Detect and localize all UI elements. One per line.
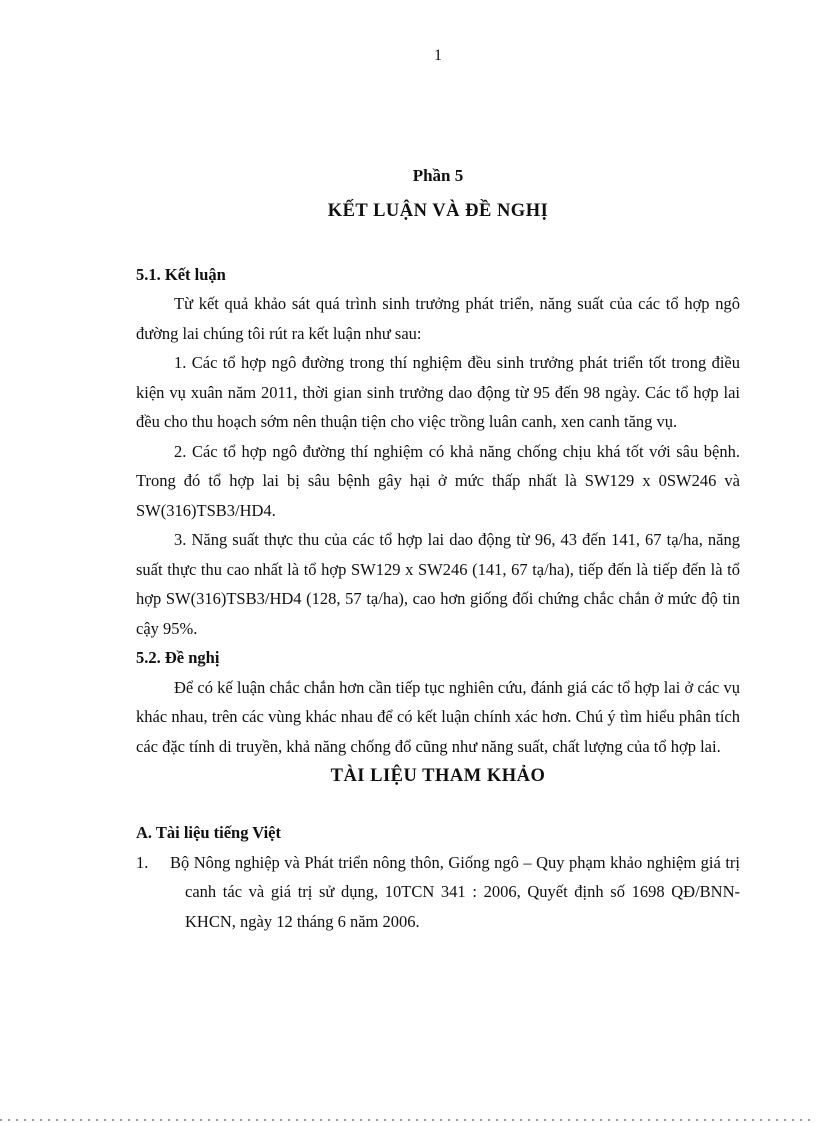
section-5-2-paragraph: Để có kế luận chắc chắn hơn cần tiếp tục nghiên cứu, đánh giá các tổ hợp lai ở các vụ khác nhau, trên các vùng khác nhau để có kết luận chính xác hơn. Chú ý tìm hiểu phân tích các đặc tính di truyền, khả năng chống đổ cũng như năng suất, chất lượng của tổ hợp lai.: [136, 677, 740, 756]
section-5-1-heading: 5.1. Kết luận: [136, 264, 226, 284]
part-label: Phần 5: [412, 166, 464, 185]
part-title: KẾT LUẬN VÀ ĐỀ NGHỊ: [327, 200, 549, 221]
section-5-1-conclusion-2: 2. Các tổ hợp ngô đường thí nghiệm có khả năng chống chịu khá tốt với sâu bệnh. Trong đó tổ hợp lai bị sâu bệnh gây hại ở mức thấp nhất là SW129 x 0SW246 và SW(316)TSB3/HD4.: [136, 441, 740, 520]
section-5-2-heading: 5.2. Đề nghị: [136, 648, 220, 667]
reference-item-number: 1.: [136, 852, 149, 872]
references-group-heading: A. Tài liệu tiếng Việt: [136, 823, 281, 842]
page-break-divider: [0, 1119, 816, 1121]
section-5-1-conclusion-3: 3. Năng suất thực thu của các tổ hợp lai dao động từ 96, 43 đến 141, 67 tạ/ha, năng suất thực thu cao nhất là tổ hợp SW129 x SW246 (141, 67 tạ/ha), tiếp đến là tiếp đến là tổ hợp SW(316)TSB3/HD4 (128, 57 tạ/ha), cao hơn giống đối chứng chắc chắn ở mức độ tin cậy 95%.: [136, 530, 740, 638]
page-number: 1: [434, 47, 442, 64]
reference-item: [136, 848, 740, 937]
references-title: TÀI LIỆU THAM KHẢO: [330, 766, 546, 786]
section-5-1-paragraph-intro: Từ kết quả khảo sát quá trình sinh trưởng phát triển, năng suất của các tổ hợp ngô đường lai chúng tôi rút ra kết luận như sau:: [136, 294, 740, 343]
reference-item-text: Bộ Nông nghiệp và Phát triển nông thôn, Giống ngô – Quy phạm khảo nghiệm giá trị canh tác và giá trị sử dụng, 10TCN 341 : 2006, Quyết định số 1698 QĐ/BNN-KHCN, ngày 12 tháng 6 năm 2006.: [170, 852, 740, 931]
page-content: [136, 46, 740, 936]
section-5-1-conclusion-1: 1. Các tổ hợp ngô đường trong thí nghiệm đều sinh trưởng phát triển tốt trong điều kiện vụ xuân năm 2011, thời gian sinh trưởng dao động từ 95 đến 98 ngày. Các tổ hợp lai đều cho thu hoạch sớm nên thuận tiện cho việc trồng luân canh, xen canh tăng vụ.: [136, 353, 740, 431]
